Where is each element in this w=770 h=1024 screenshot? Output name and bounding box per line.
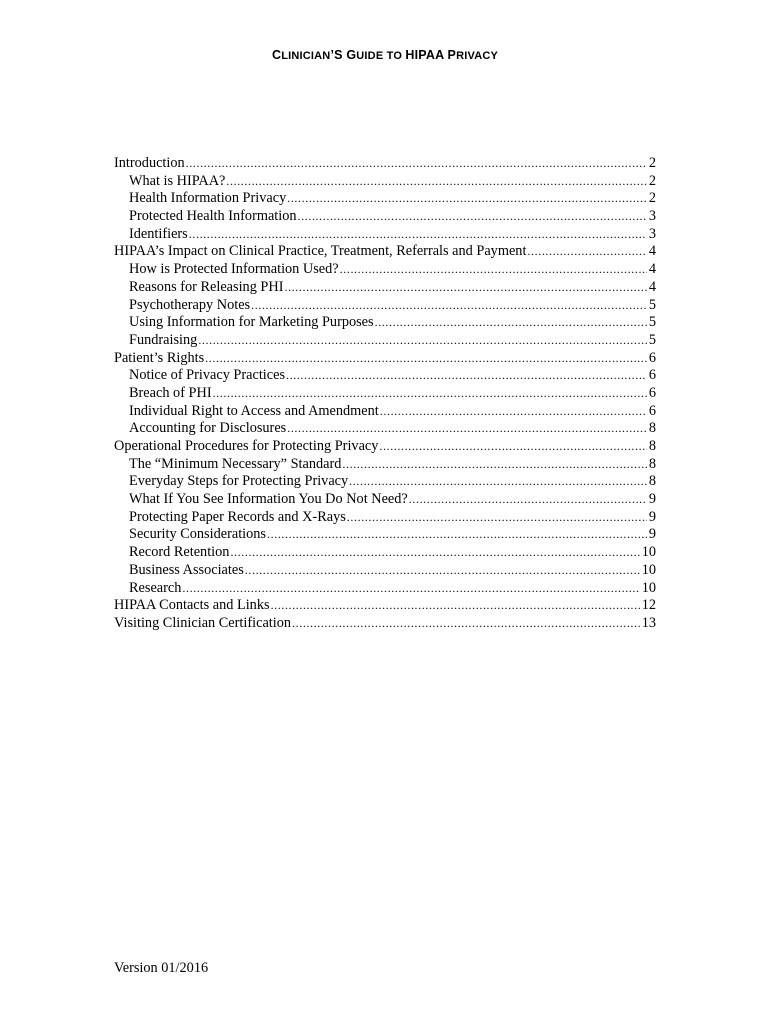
toc-entry[interactable] (114, 367, 656, 385)
toc-entry-page: 2 (648, 190, 656, 207)
toc-dot-leader (349, 473, 647, 491)
toc-entry-label: Individual Right to Access and Amendment (129, 402, 379, 419)
toc-entry[interactable] (114, 243, 656, 261)
toc-entry-label: Identifiers (129, 225, 188, 242)
toc-entry[interactable] (114, 190, 656, 208)
toc-entry-label: Fundraising (129, 331, 198, 348)
toc-entry-label: Psychotherapy Notes (129, 296, 251, 313)
toc-entry-label: What is HIPAA? (129, 172, 226, 189)
title-part: UIDE TO (356, 50, 406, 62)
toc-entry[interactable] (114, 403, 656, 421)
toc-entry-page: 4 (648, 278, 656, 295)
toc-dot-leader (267, 526, 647, 544)
toc-entry-label: Research (129, 579, 182, 596)
toc-dot-leader (527, 243, 646, 261)
toc-entry[interactable] (114, 615, 656, 633)
toc-entry[interactable] (114, 544, 656, 562)
toc-entry-label: Breach of PHI (129, 384, 212, 401)
toc-entry-label: Business Associates (129, 561, 244, 578)
toc-entry-label: HIPAA’s Impact on Clinical Practice, Treatment, Referrals and Payment (114, 243, 527, 260)
toc-entry-page: 10 (641, 561, 656, 578)
toc-entry[interactable] (114, 279, 656, 297)
version-footer: Version 01/2016 (114, 960, 209, 976)
toc-dot-leader (287, 190, 647, 208)
toc-dot-leader (292, 615, 640, 633)
toc-dot-leader (409, 491, 647, 509)
toc-entry-page: 8 (648, 473, 656, 490)
toc-entry[interactable] (114, 438, 656, 456)
toc-entry-page: 8 (648, 438, 656, 454)
toc-entry[interactable] (114, 226, 656, 244)
toc-dot-leader (226, 173, 646, 191)
toc-dot-leader (205, 350, 647, 368)
toc-entry-label: Security Considerations (129, 526, 266, 543)
toc-entry-page: 8 (648, 455, 656, 472)
toc-entry-page: 5 (648, 314, 656, 331)
toc-entry[interactable] (114, 597, 656, 615)
toc-entry-page: 9 (648, 491, 656, 508)
toc-entry-page: 3 (648, 208, 656, 225)
toc-entry-page: 6 (648, 349, 656, 366)
toc-entry-page: 13 (641, 614, 656, 631)
toc-entry-page: 9 (648, 508, 656, 525)
toc-entry[interactable] (114, 155, 656, 173)
toc-entry-page: 4 (648, 261, 656, 278)
title-part: RIVACY (456, 50, 499, 62)
toc-entry-label: Patient’s Rights (114, 349, 205, 366)
toc-entry-label: The “Minimum Necessary” Standard (129, 455, 342, 472)
toc-dot-leader (213, 385, 647, 403)
toc-dot-leader (251, 297, 647, 315)
toc-entry-label: Protecting Paper Records and X-Rays (129, 508, 346, 525)
toc-dot-leader (379, 438, 646, 456)
toc-dot-leader (287, 420, 647, 438)
toc-entry[interactable] (114, 562, 656, 580)
toc-dot-leader (347, 509, 647, 527)
toc-entry[interactable] (114, 350, 656, 368)
toc-entry-page: 5 (648, 296, 656, 313)
toc-entry-page: 2 (648, 155, 656, 171)
toc-entry-label: Health Information Privacy (129, 190, 287, 207)
title-part: G (346, 48, 357, 62)
toc-entry[interactable] (114, 314, 656, 332)
table-of-contents (114, 155, 656, 633)
toc-entry[interactable] (114, 261, 656, 279)
toc-entry-label: HIPAA Contacts and Links (114, 597, 270, 614)
toc-dot-leader (375, 314, 647, 332)
toc-entry-page: 10 (641, 579, 656, 596)
title-part: HIPAA (405, 48, 444, 62)
title-part: LINICIAN (281, 50, 331, 62)
toc-entry[interactable] (114, 526, 656, 544)
document-title (0, 48, 770, 62)
toc-entry-page: 8 (648, 420, 656, 437)
toc-entry[interactable] (114, 473, 656, 491)
toc-dot-leader (230, 544, 639, 562)
toc-dot-leader (342, 456, 646, 474)
toc-entry[interactable] (114, 173, 656, 191)
toc-entry[interactable] (114, 509, 656, 527)
toc-entry-page: 3 (648, 225, 656, 242)
title-part: C (271, 48, 282, 62)
toc-entry[interactable] (114, 385, 656, 403)
toc-entry-page: 10 (641, 544, 656, 561)
title-part: P (447, 48, 457, 62)
toc-entry-page: 4 (648, 243, 656, 260)
toc-dot-leader (245, 562, 640, 580)
toc-entry-label: Record Retention (129, 544, 230, 561)
toc-entry[interactable] (114, 580, 656, 598)
toc-entry-label: Operational Procedures for Protecting Privacy (114, 438, 379, 454)
toc-entry-page: 2 (648, 172, 656, 189)
toc-entry-page: 6 (648, 384, 656, 401)
toc-entry-label: Introduction (114, 155, 185, 171)
toc-entry-page: 5 (648, 331, 656, 348)
toc-entry-label: Protected Health Information (129, 208, 297, 225)
toc-entry-label: Everyday Steps for Protecting Privacy (129, 473, 349, 490)
toc-entry[interactable] (114, 456, 656, 474)
toc-dot-leader (189, 226, 647, 244)
toc-dot-leader (182, 580, 639, 598)
toc-entry-label: Reasons for Releasing PHI (129, 278, 284, 295)
title-part: ’S (330, 48, 347, 62)
toc-dot-leader (198, 332, 647, 350)
toc-entry[interactable] (114, 491, 656, 509)
toc-entry-label: What If You See Information You Do Not Need? (129, 491, 408, 508)
toc-dot-leader (298, 208, 647, 226)
toc-entry-page: 6 (648, 367, 656, 384)
toc-dot-leader (271, 597, 640, 615)
toc-dot-leader (340, 261, 647, 279)
toc-entry[interactable] (114, 332, 656, 350)
toc-entry-label: How is Protected Information Used? (129, 261, 339, 278)
toc-dot-leader (284, 279, 646, 297)
toc-dot-leader (286, 367, 647, 385)
toc-entry-label: Using Information for Marketing Purposes (129, 314, 374, 331)
toc-dot-leader (186, 155, 647, 173)
toc-entry-label: Visiting Clinician Certification (114, 614, 292, 631)
toc-entry-page: 12 (641, 597, 656, 614)
toc-entry[interactable] (114, 420, 656, 438)
toc-entry-page: 9 (648, 526, 656, 543)
toc-entry-label: Notice of Privacy Practices (129, 367, 286, 384)
toc-entry-page: 6 (648, 402, 656, 419)
toc-entry-label: Accounting for Disclosures (129, 420, 287, 437)
toc-dot-leader (380, 403, 647, 421)
toc-entry[interactable] (114, 208, 656, 226)
toc-entry[interactable] (114, 297, 656, 315)
